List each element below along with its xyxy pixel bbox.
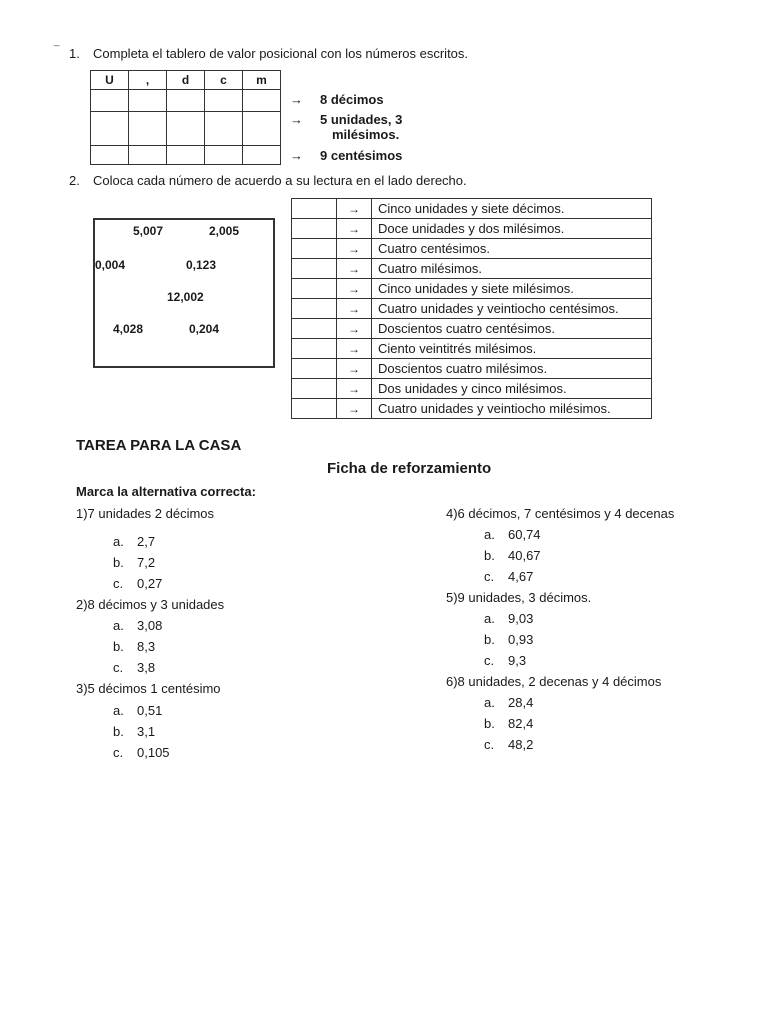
option-b[interactable]: b. 40,67 <box>484 548 541 563</box>
arrow-icon: → <box>290 92 303 107</box>
answer-cell[interactable] <box>292 259 337 279</box>
written-number-2: → 5 unidades, 3 milésimos. <box>290 112 403 142</box>
question-text: 4)6 décimos, 7 centésimos y 4 decenas <box>446 506 675 521</box>
arrow-icon: → <box>337 359 372 379</box>
answer-cell[interactable] <box>292 319 337 339</box>
header-units: U <box>91 71 129 90</box>
reading-text: Doscientos cuatro milésimos. <box>372 359 652 379</box>
option-b[interactable]: b. 0,93 <box>484 632 534 647</box>
arrow-icon: → <box>290 148 303 163</box>
number-item[interactable]: 5,007 <box>133 224 164 238</box>
reading-text: Cuatro unidades y veintiocho milésimos. <box>372 399 652 419</box>
reading-text: Doce unidades y dos milésimos. <box>372 219 652 239</box>
reading-text: Dos unidades y cinco milésimos. <box>372 379 652 399</box>
arrow-icon: → <box>337 199 372 219</box>
number-item[interactable]: 0,004 <box>95 258 126 272</box>
table-row <box>292 259 652 279</box>
table-row <box>292 339 652 359</box>
question-number: 1. <box>69 46 80 61</box>
answer-cell[interactable] <box>292 359 337 379</box>
arrow-icon: → <box>337 219 372 239</box>
option-c[interactable]: c. 3,8 <box>113 660 156 675</box>
margin-mark: _ <box>54 36 60 47</box>
question-text: 1)7 unidades 2 décimos <box>76 506 215 521</box>
option-b[interactable]: b. 3,1 <box>113 724 156 739</box>
option-c[interactable]: c. 48,2 <box>484 737 534 752</box>
table-cell[interactable] <box>243 146 281 165</box>
arrow-icon: → <box>337 319 372 339</box>
question-text: Coloca cada número de acuerdo a su lectura en el lado derecho. <box>93 173 467 188</box>
option-a[interactable]: a. 2,7 <box>113 534 156 549</box>
table-cell[interactable] <box>91 146 129 165</box>
number-item[interactable]: 4,028 <box>113 322 144 336</box>
answer-cell[interactable] <box>292 279 337 299</box>
reading-text: Cuatro centésimos. <box>372 239 652 259</box>
option-a[interactable]: a. 0,51 <box>113 703 163 718</box>
option-c[interactable]: c. 9,3 <box>484 653 527 668</box>
table-cell[interactable] <box>167 112 205 146</box>
reading-text: Ciento veintitrés milésimos. <box>372 339 652 359</box>
table-cell[interactable] <box>205 90 243 112</box>
table-row <box>292 239 652 259</box>
question-text: Completa el tablero de valor posicional con los números escritos. <box>93 46 469 61</box>
option-c[interactable]: c. 0,27 <box>113 576 163 591</box>
header-thousandths: m <box>243 71 281 90</box>
question-1 <box>69 46 468 61</box>
homework-title: TAREA PARA LA CASA <box>76 437 242 454</box>
answer-cell[interactable] <box>292 299 337 319</box>
table-cell[interactable] <box>205 146 243 165</box>
arrow-icon: → <box>337 279 372 299</box>
answer-cell[interactable] <box>292 399 337 419</box>
question-text: 6)8 unidades, 2 decenas y 4 décimos <box>446 674 662 689</box>
number-item[interactable]: 12,002 <box>167 290 204 304</box>
table-cell[interactable] <box>129 90 167 112</box>
answer-cell[interactable] <box>292 239 337 259</box>
table-row <box>292 319 652 339</box>
written-number-1: → 8 décimos <box>290 92 384 107</box>
instruction: Marca la alternativa correcta: <box>76 484 256 499</box>
table-cell[interactable] <box>91 90 129 112</box>
table-cell[interactable] <box>205 112 243 146</box>
written-number-3: → 9 centésimos <box>290 148 403 163</box>
option-c[interactable]: c. 0,105 <box>113 745 170 760</box>
number-item[interactable]: 2,005 <box>209 224 240 238</box>
option-a[interactable]: a. 28,4 <box>484 695 534 710</box>
number-item[interactable]: 0,204 <box>189 322 220 336</box>
table-row <box>292 379 652 399</box>
answer-cell[interactable] <box>292 339 337 359</box>
table-cell[interactable] <box>129 112 167 146</box>
reading-text: Cinco unidades y siete décimos. <box>372 199 652 219</box>
table-row <box>292 359 652 379</box>
question-text: 3)5 décimos 1 centésimo <box>76 681 221 696</box>
reading-text: Cinco unidades y siete milésimos. <box>372 279 652 299</box>
option-a[interactable]: a. 9,03 <box>484 611 534 626</box>
option-b[interactable]: b. 8,3 <box>113 639 156 654</box>
question-2 <box>69 173 467 188</box>
table-cell[interactable] <box>167 146 205 165</box>
table-cell[interactable] <box>243 90 281 112</box>
matching-table <box>291 198 652 419</box>
arrow-icon: → <box>337 239 372 259</box>
arrow-icon: → <box>337 259 372 279</box>
arrow-icon: → <box>337 379 372 399</box>
question-text: 5)9 unidades, 3 décimos. <box>446 590 592 605</box>
option-a[interactable]: a. 60,74 <box>484 527 541 542</box>
place-value-table <box>90 70 281 165</box>
number-box <box>93 218 275 368</box>
arrow-icon: → <box>337 339 372 359</box>
answer-cell[interactable] <box>292 219 337 239</box>
header-comma: , <box>129 71 167 90</box>
option-b[interactable]: b. 82,4 <box>484 716 534 731</box>
table-row <box>292 279 652 299</box>
header-tenths: d <box>167 71 205 90</box>
arrow-icon: → <box>290 112 303 127</box>
answer-cell[interactable] <box>292 379 337 399</box>
option-b[interactable]: b. 7,2 <box>113 555 156 570</box>
arrow-icon: → <box>337 399 372 419</box>
table-row <box>292 399 652 419</box>
option-a[interactable]: a. 3,08 <box>113 618 163 633</box>
option-c[interactable]: c. 4,67 <box>484 569 534 584</box>
table-row <box>292 219 652 239</box>
number-item[interactable]: 0,123 <box>186 258 217 272</box>
question-text: 2)8 décimos y 3 unidades <box>76 597 225 612</box>
table-cell[interactable] <box>129 146 167 165</box>
reading-text: Cuatro unidades y veintiocho centésimos. <box>372 299 652 319</box>
header-hundredths: c <box>205 71 243 90</box>
table-cell[interactable] <box>167 90 205 112</box>
table-row <box>292 299 652 319</box>
table-row <box>292 199 652 219</box>
arrow-icon: → <box>337 299 372 319</box>
reading-text: Cuatro milésimos. <box>372 259 652 279</box>
reading-text: Doscientos cuatro centésimos. <box>372 319 652 339</box>
worksheet-subtitle: Ficha de reforzamiento <box>327 460 492 477</box>
answer-cell[interactable] <box>292 199 337 219</box>
question-number: 2. <box>69 173 80 188</box>
table-cell[interactable] <box>91 112 129 146</box>
table-cell[interactable] <box>243 112 281 146</box>
